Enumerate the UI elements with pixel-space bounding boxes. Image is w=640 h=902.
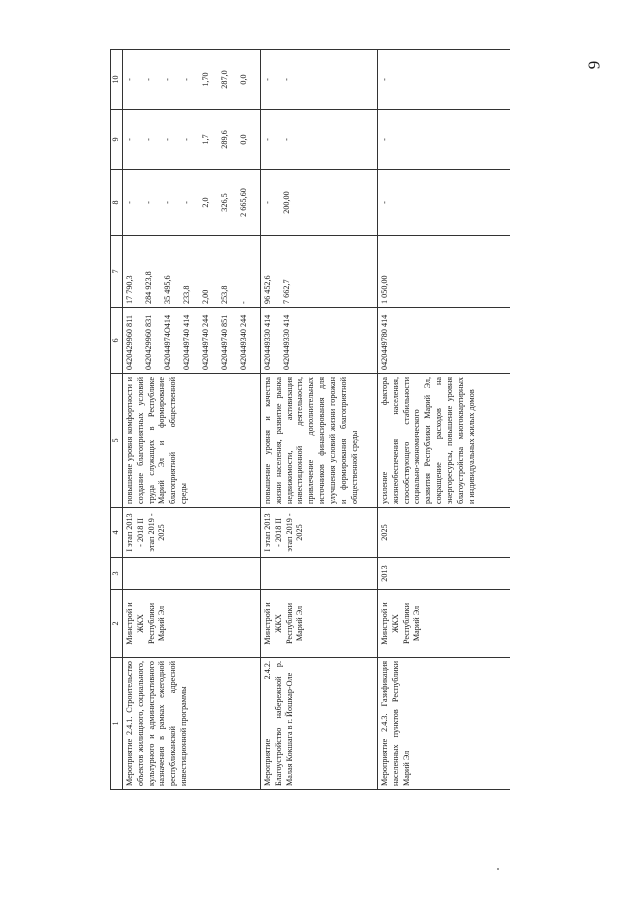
amount: - [282, 138, 291, 141]
amount: 2 665,60 [239, 188, 248, 217]
amount: - [125, 201, 134, 204]
budget-codes [123, 308, 261, 374]
amount-col10 [123, 50, 261, 110]
amount-col8 [123, 170, 261, 236]
amount: 2,0 [201, 197, 210, 208]
budget-code: 042044974О414 [163, 314, 172, 370]
end-year: 2025 [378, 508, 511, 558]
header-cell: 7 [111, 236, 123, 308]
header-cell: 8 [111, 170, 123, 236]
amount: - [125, 138, 134, 141]
measure-name: Мероприятие 2.4.2. Благоустройство набережной р. Малая Кокшага в г. Йошкар-Оле [261, 658, 378, 790]
budget-code: 0420449330 414 [263, 314, 272, 370]
amount-col9 [261, 110, 378, 170]
amount: - [144, 138, 153, 141]
budget-code: 0420429960 831 [144, 314, 153, 370]
executor: Минстрой и ЖКХ Республики Марий Эл [123, 590, 261, 658]
amount-col9 [378, 110, 511, 170]
amount: 284 923,8 [144, 271, 153, 304]
amount: 35 495,6 [163, 275, 172, 304]
amount: - [182, 201, 191, 204]
amount: - [239, 301, 248, 304]
amount: 7 662,7 [282, 279, 291, 304]
amount: - [125, 78, 134, 81]
executor: Минстрой и ЖКХ Республики Марий Эл [261, 590, 378, 658]
amount-col10 [261, 50, 378, 110]
table-row [123, 50, 261, 790]
amount: - [380, 138, 389, 141]
amount: - [282, 78, 291, 81]
header-cell: 1 [111, 658, 123, 790]
amount: 233,8 [182, 285, 191, 304]
budget-code: 0420449780 414 [380, 314, 389, 370]
amount-col9 [123, 110, 261, 170]
amount: 2,00 [201, 289, 210, 304]
measure-name: Мероприятие 2.4.1. Строительство объектов жилищного, социального, культурного и административного назначения в рамках ежегодной республиканской адресной инвестиционной программы [123, 658, 261, 790]
start-year: 2013 [378, 558, 511, 590]
header-cell: 9 [111, 110, 123, 170]
budget-codes [261, 308, 378, 374]
amount: 0,0 [239, 74, 248, 85]
amount: - [380, 201, 389, 204]
amount: 326,5 [220, 193, 229, 212]
amount: 289,6 [220, 130, 229, 149]
expected-result: повышение уровня и качества жизни населения, развитие рынка недвижимости, активизация инвестиционной деятельности, привлечение дополнительных источников финансирования для улучшения условий жизни горожан и формирования благоприятной общественной среды [261, 374, 378, 508]
amount-col10 [378, 50, 511, 110]
page-number: 9 [584, 60, 604, 70]
amount: 1 050,00 [380, 275, 389, 304]
budget-codes [378, 308, 511, 374]
header-cell: 5 [111, 374, 123, 508]
budget-code: 0420429960 811 [125, 315, 134, 370]
amount: - [144, 201, 153, 204]
amount: 287,0 [220, 70, 229, 89]
amount-col7 [123, 236, 261, 308]
header-cell: 10 [111, 50, 123, 110]
executor: Минстрой и ЖКХ Республики Марий Эл [378, 590, 511, 658]
amount: 253,8 [220, 285, 229, 304]
budget-code: 0420449740 414 [182, 314, 191, 370]
table-row [378, 50, 511, 790]
amount: - [163, 201, 172, 204]
start-year [261, 558, 378, 590]
amount: - [182, 78, 191, 81]
rotated-table-area [110, 50, 498, 790]
amount: - [144, 78, 153, 81]
header-cell: 4 [111, 508, 123, 558]
table-row [261, 50, 378, 790]
stages: I этап 2013 - 2018 II этап 2019 - 2025 [261, 508, 378, 558]
amount: - [263, 78, 272, 81]
amount: - [380, 78, 389, 81]
expected-result: усиление фактора жизнеобеспечения населения, способствующего стабильности социально-экономического развития Республики Марий Эл, сокращение расходов на энергоресурсы, повышение уровня благоустройства многоквартирных и индивидуальных жилых домов [378, 374, 511, 508]
scan-speck [497, 868, 499, 870]
measure-name: Мероприятие 2.4.3. Газификация населенных пунктов Республики Марий Эл [378, 658, 511, 790]
amount: 200,00 [282, 191, 291, 214]
amount: 1,7 [201, 134, 210, 145]
stages: I этап 2013 - 2018 II этап 2019 - 2025 [123, 508, 261, 558]
amount: - [263, 201, 272, 204]
amount: - [182, 138, 191, 141]
amount: 17 790,3 [125, 275, 134, 304]
amount: - [163, 138, 172, 141]
measures-table [110, 49, 510, 790]
budget-code: 0420449330 414 [282, 314, 291, 370]
budget-code: 0420449740 851 [220, 314, 229, 370]
amount-col8 [261, 170, 378, 236]
start-year [123, 558, 261, 590]
amount-col8 [378, 170, 511, 236]
amount: 96 452,6 [263, 275, 272, 304]
amount-col7 [378, 236, 511, 308]
amount: 0,0 [239, 134, 248, 145]
expected-result: повышение уровня комфортности и создание благоприятных условий труда служащих в Республике Марий Эл и формирование благоприятной общественной среды [123, 374, 261, 508]
amount-col7 [261, 236, 378, 308]
budget-code: 0420449340 244 [239, 314, 248, 370]
amount: 1,70 [201, 72, 210, 87]
header-cell: 3 [111, 558, 123, 590]
budget-code: 0420449740 244 [201, 314, 210, 370]
amount: - [163, 78, 172, 81]
amount: - [263, 138, 272, 141]
header-row [111, 50, 123, 790]
header-cell: 6 [111, 308, 123, 374]
header-cell: 2 [111, 590, 123, 658]
